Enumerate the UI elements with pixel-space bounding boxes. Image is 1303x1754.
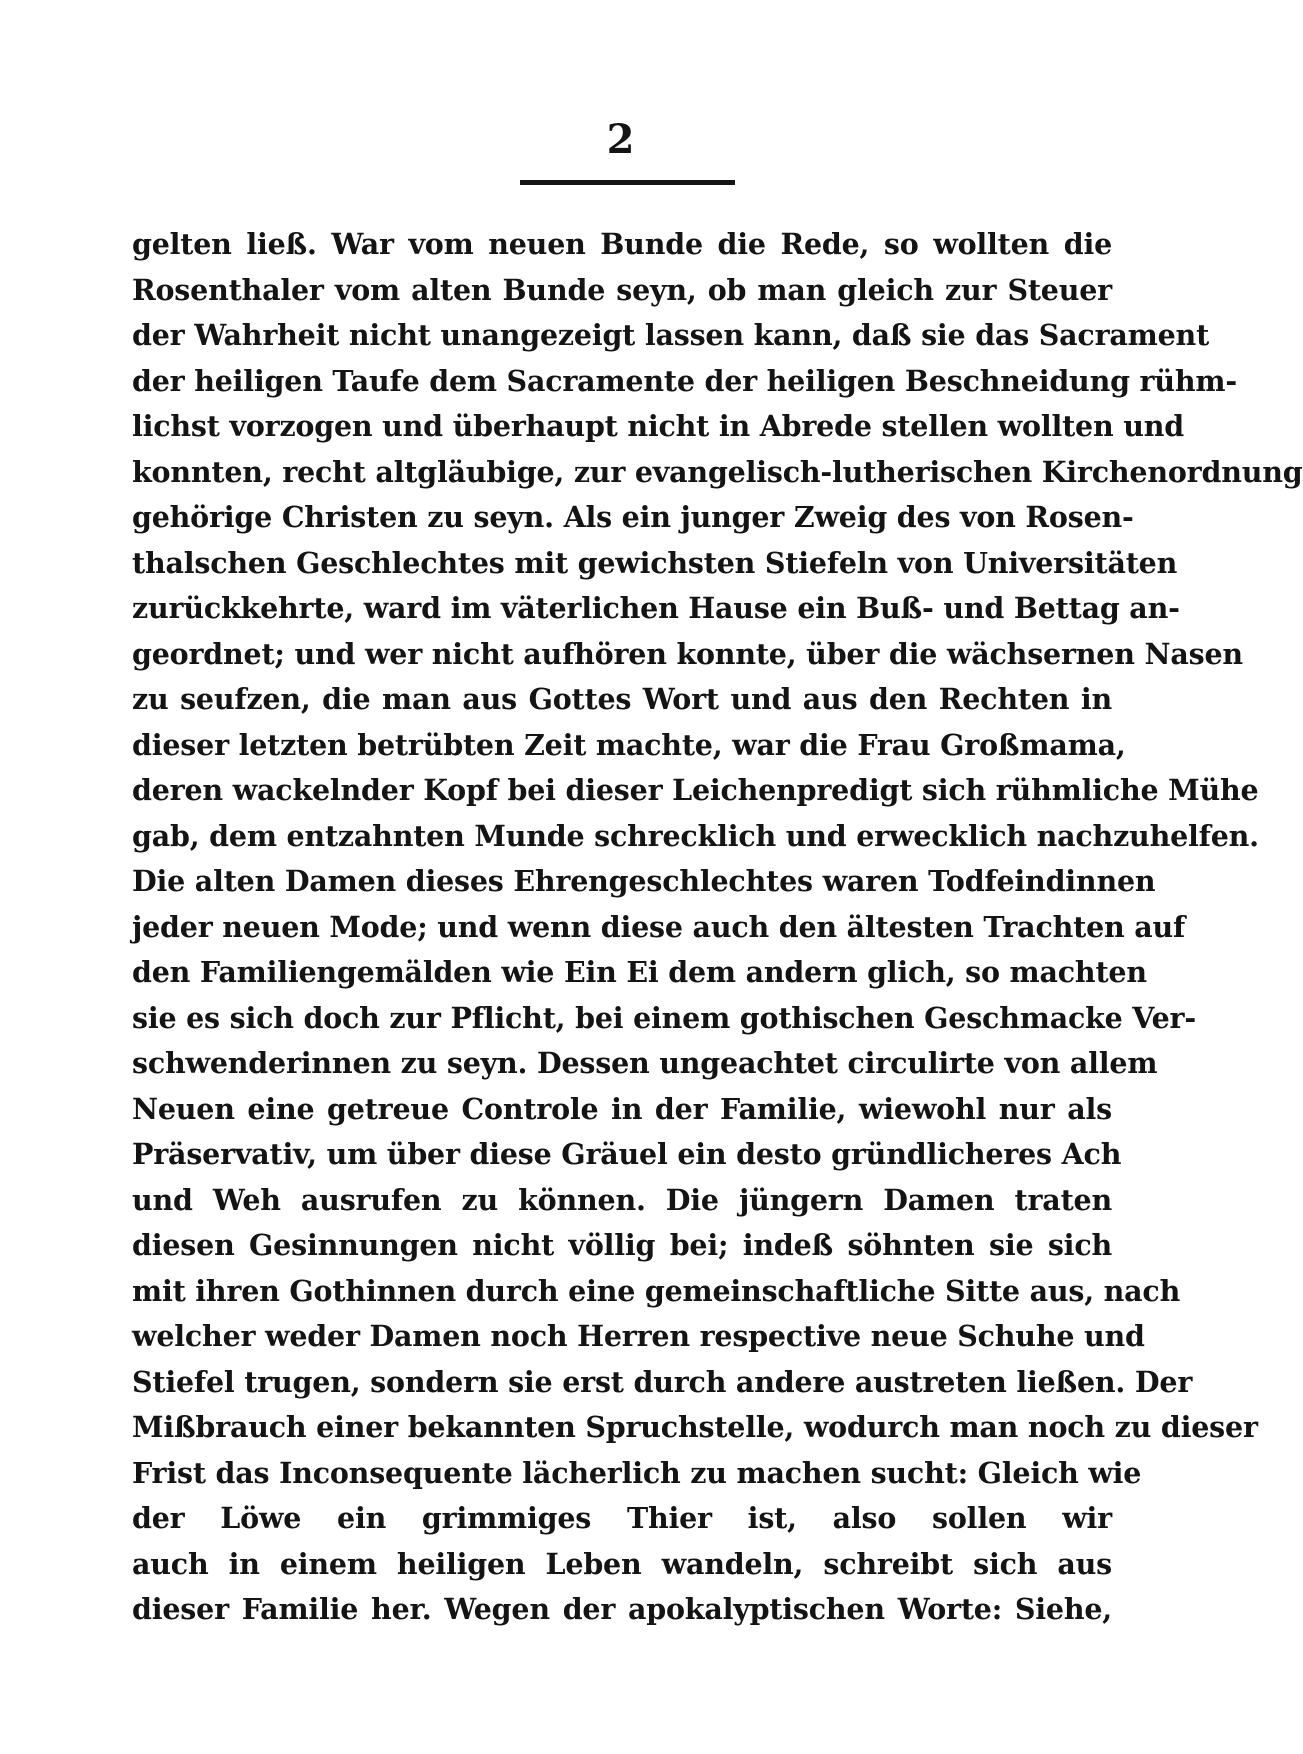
text-line: zurückkehrte, ward im väterlichen Hause ein Buß- und Bettag an- [132, 591, 1180, 625]
text-line: den Familiengemälden wie Ein Ei dem andern glich, so machten [132, 955, 1147, 989]
text-line: thalschen Geschlechtes mit gewichsten Stiefeln von Universitäten [132, 545, 1178, 580]
page-number: 2 [606, 116, 635, 163]
text-line: Neuen eine getreue Controle in der Familie, wiewohl nur als [132, 1091, 1112, 1126]
text-line: konnten, recht altgläubige, zur evangelisch-lutherischen Kirchenordnung [132, 454, 1303, 489]
text-line: Rosenthaler vom alten Bunde seyn, ob man gleich zur Steuer [132, 272, 1112, 307]
text-line: diesen Gesinnungen nicht völlig bei; indeß söhnten sie sich [132, 1228, 1112, 1262]
text-line: dieser letzten betrübten Zeit machte, war die Frau Großmama, [132, 727, 1126, 762]
text-line: gehörige Christen zu seyn. Als ein junger Zweig des von Rosen- [132, 500, 1134, 534]
text-line: Frist das Inconsequente lächerlich zu machen sucht: Gleich wie [132, 1455, 1142, 1490]
text-line: mit ihren Gothinnen durch eine gemeinschaftliche Sitte aus, nach [132, 1273, 1181, 1308]
text-line: Stiefel trugen, sondern sie erst durch andere austreten ließen. Der [132, 1364, 1193, 1399]
text-line: gab, dem entzahnten Munde schrecklich und erwecklich nachzuhelfen. [132, 818, 1259, 853]
text-line: auch in einem heiligen Leben wandeln, schreibt sich aus [132, 1546, 1112, 1581]
text-line: zu seufzen, die man aus Gottes Wort und aus den Rechten in [132, 682, 1112, 716]
text-line: geordnet; und wer nicht aufhören konnte, über die wächsernen Nasen [132, 636, 1243, 671]
text-line: gelten ließ. War vom neuen Bunde die Rede, so wollten die [132, 227, 1112, 261]
text-line: deren wackelnder Kopf bei dieser Leichenpredigt sich rühmliche Mühe [132, 773, 1259, 807]
text-line: Mißbrauch einer bekannten Spruchstelle, wodurch man noch zu dieser [132, 1410, 1258, 1444]
text-line: sie es sich doch zur Pflicht, bei einem gothischen Geschmacke Ver- [132, 1000, 1196, 1035]
text-line: der Wahrheit nicht unangezeigt lassen kann, daß sie das Sacrament [132, 318, 1210, 352]
body-text [132, 222, 1303, 1633]
header-rule [520, 180, 735, 185]
text-line: dieser Familie her. Wegen der apokalyptischen Worte: Siehe, [132, 1592, 1112, 1626]
text-line: und Weh ausrufen zu können. Die jüngern Damen traten [132, 1182, 1112, 1217]
text-line: Die alten Damen dieses Ehrengeschlechtes waren Todfeindinnen [132, 864, 1156, 898]
text-line: welcher weder Damen noch Herren respective neue Schuhe und [132, 1319, 1145, 1353]
text-line: der heiligen Taufe dem Sacramente der heiligen Beschneidung rühm- [132, 363, 1237, 398]
text-line: lichst vorzogen und überhaupt nicht in Abrede stellen wollten und [132, 409, 1184, 443]
text-line: Präservativ, um über diese Gräuel ein desto gründlicheres Ach [132, 1137, 1122, 1171]
text-line: jeder neuen Mode; und wenn diese auch den ältesten Trachten auf [132, 909, 1186, 944]
text-line: schwenderinnen zu seyn. Dessen ungeachtet circulirte von allem [132, 1046, 1158, 1080]
text-line: der Löwe ein grimmiges Thier ist, also sollen wir [132, 1501, 1112, 1535]
